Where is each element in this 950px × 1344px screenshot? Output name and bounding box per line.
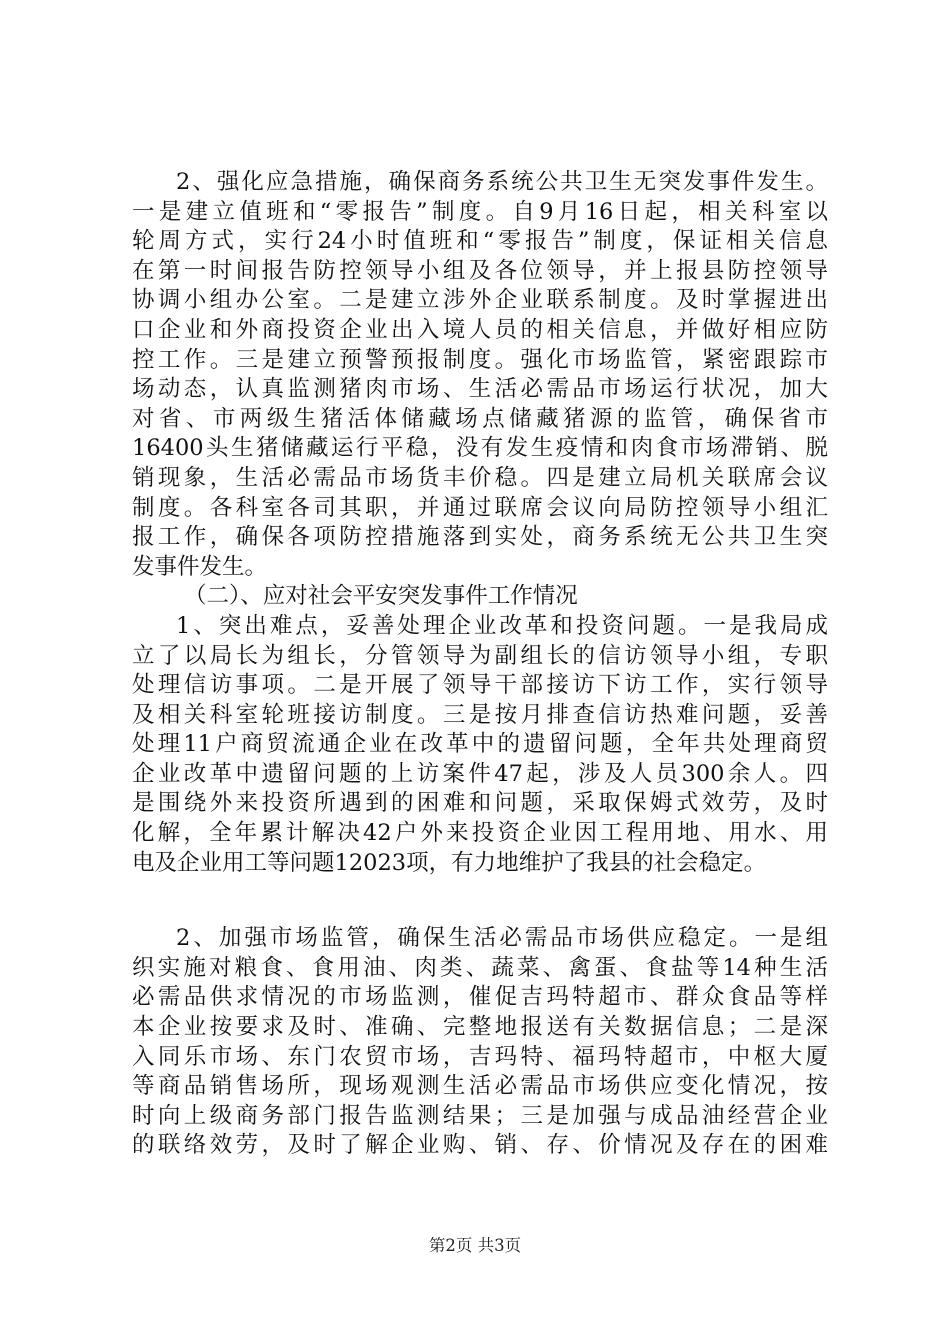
paragraph-spacer: [132, 878, 828, 924]
paragraph-line: 处理11户商贸流通企业在改革中的遗留问题，全年共处理商贸: [132, 731, 828, 758]
paragraph-line: 2、强化应急措施，确保商务系统公共卫生无突发事件发生。: [176, 169, 828, 195]
paragraph-line: 对省、市两级生猪活体储藏场点储藏猪源的监管，确保省市: [132, 405, 828, 432]
paragraph-line: 1、突出难点，妥善处理企业改革和投资问题。一是我局成: [176, 612, 828, 639]
paragraph-line: 销现象，生活必需品市场货丰价稳。四是建立局机关联席会议: [132, 464, 828, 491]
paragraph-line: 等商品销售场所，现场观测生活必需品市场供应变化情况，按: [132, 1073, 828, 1100]
document-page: [132, 168, 828, 1161]
paragraph-line: 化解，全年累计解决42户外来投资企业因工程用地、用水、用: [132, 820, 828, 847]
paragraph-line: 本企业按要求及时、准确、完整地报送有关数据信息；二是深: [132, 1014, 828, 1041]
paragraph-line: 电及企业用工等问题12023项，有力地维护了我县的社会稳定。: [132, 849, 767, 876]
paragraph-line: 入同乐市场、东门农贸市场，吉玛特、福玛特超市，中枢大厦: [132, 1043, 828, 1070]
paragraph-emergency-measures: [132, 168, 828, 582]
paragraph-line: 在第一时间报告防控领导小组及各位领导，并上报县防控领导: [132, 257, 828, 284]
paragraph-line: 是围绕外来投资所遇到的困难和问题，采取保姆式效劳，及时: [132, 790, 828, 817]
paragraph-line: 场动态，认真监测猪肉市场、生活必需品市场运行状况，加大: [132, 376, 828, 403]
paragraph-line: 制度。各科室各司其职，并通过联席会议向局防控领导小组汇: [132, 494, 828, 521]
paragraph-line: 2、加强市场监管，确保生活必需品市场供应稳定。一是组: [176, 925, 828, 952]
paragraph-line: 织实施对粮食、食用油、肉类、蔬菜、禽蛋、食盐等14种生活: [132, 954, 828, 981]
paragraph-line: 协调小组办公室。二是建立涉外企业联系制度。及时掌握进出: [132, 287, 828, 314]
page-footer: [0, 1232, 950, 1256]
paragraph-line: 时向上级商务部门报告监测结果；三是加强与成品油经营企业: [132, 1102, 828, 1129]
paragraph-market-supervision: [132, 924, 828, 1161]
paragraph-line: 口企业和外商投资企业出入境人员的相关信息，并做好相应防: [132, 316, 828, 343]
paragraph-line: 企业改革中遗留问题的上访案件47起，涉及人员300余人。四: [132, 760, 828, 787]
page-number-label: 第2页 共3页: [428, 1236, 522, 1255]
paragraph-line: 发事件发生。: [132, 553, 268, 580]
paragraph-line: 控工作。三是建立预警预报制度。强化市场监管，紧密跟踪市: [132, 346, 828, 373]
section-heading-text: （二）、应对社会平安突发事件工作情况: [184, 583, 578, 610]
section-heading: [132, 582, 828, 612]
paragraph-enterprise-reform: [132, 612, 828, 878]
paragraph-line: 处理信访事项。二是开展了领导干部接访下访工作，实行领导: [132, 672, 828, 699]
paragraph-line: 16400头生猪储藏运行平稳，没有发生疫情和肉食市场滞销、脱: [132, 435, 828, 462]
paragraph-line: 报工作，确保各项防控措施落到实处，商务系统无公共卫生突: [132, 524, 828, 551]
paragraph-line: 一是建立值班和“零报告”制度。自9月16日起，相关科室以: [132, 198, 828, 225]
paragraph-line: 立了以局长为组长，分管领导为副组长的信访领导小组，专职: [132, 642, 828, 669]
paragraph-line: 必需品供求情况的市场监测，催促吉玛特超市、群众食品等样: [132, 984, 828, 1011]
paragraph-line: 及相关科室轮班接访制度。三是按月排查信访热难问题，妥善: [132, 701, 828, 728]
paragraph-line: 的联络效劳，及时了解企业购、销、存、价情况及存在的困难: [132, 1132, 828, 1159]
paragraph-line: 轮周方式，实行24小时值班和“零报告”制度，保证相关信息: [132, 228, 828, 255]
